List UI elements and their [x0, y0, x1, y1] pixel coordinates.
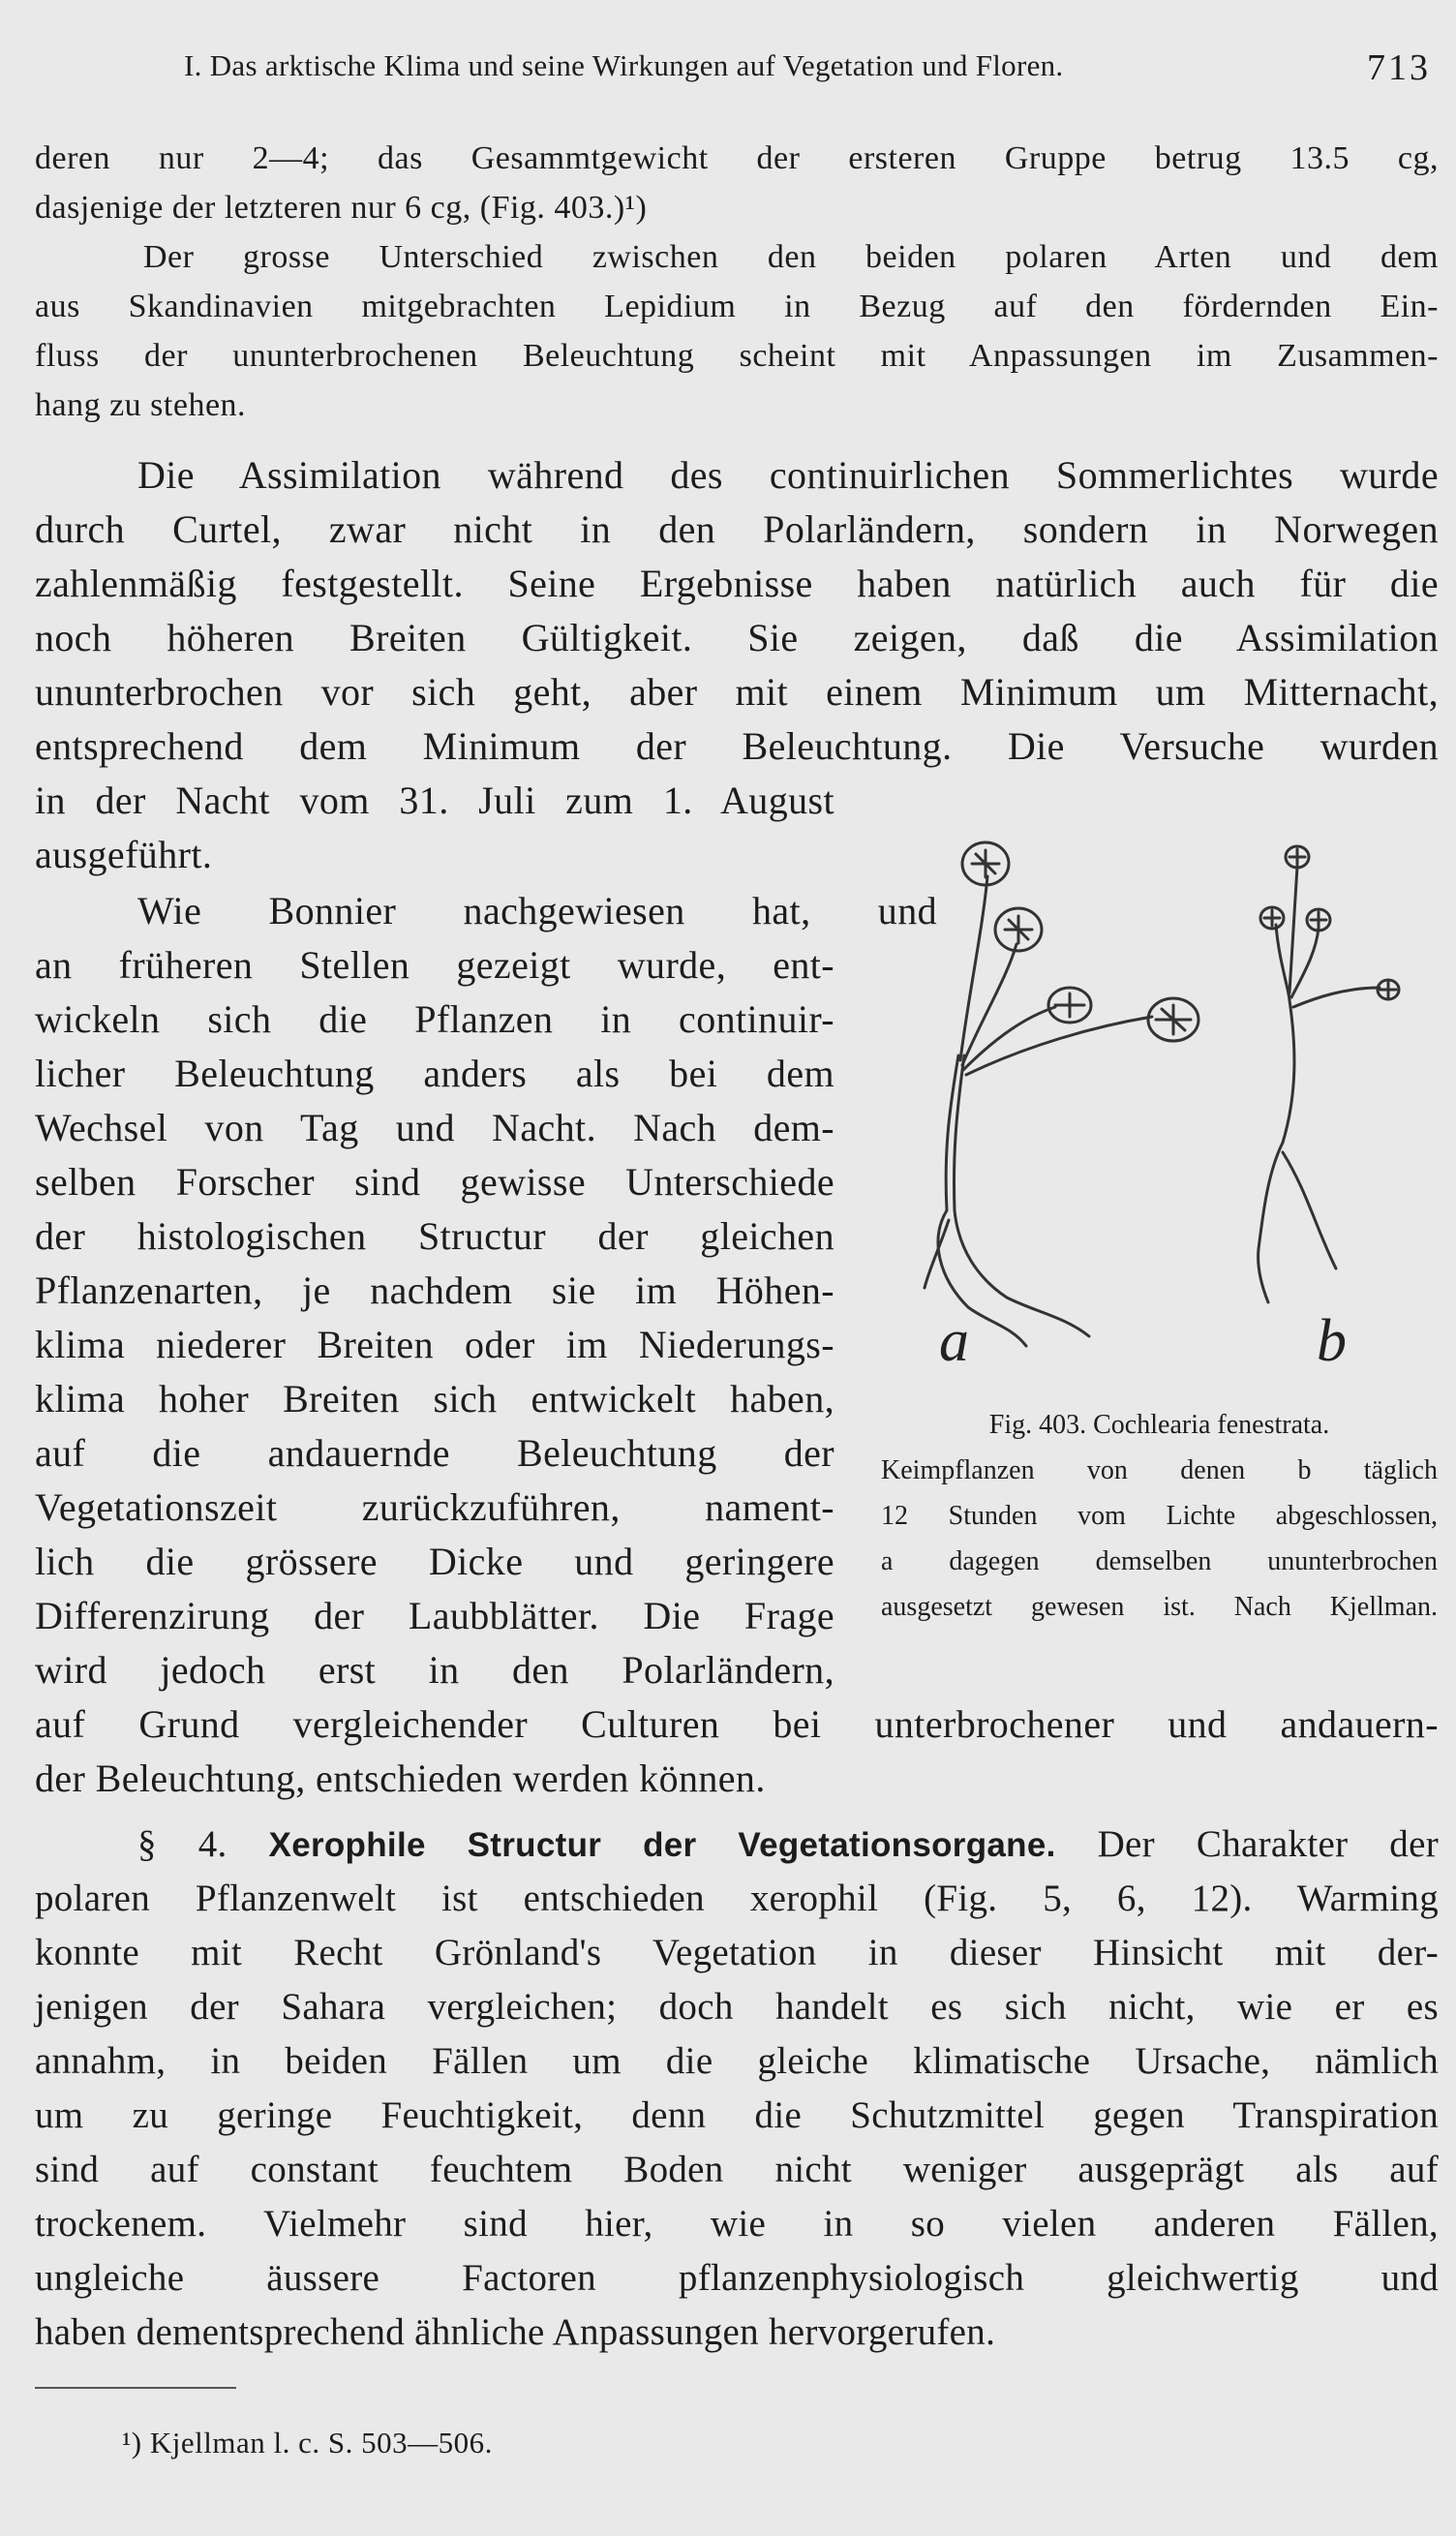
- text-line: Wechsel von Tag und Nacht. Nach dem-: [35, 1106, 834, 1149]
- plant-b-petiole: [1289, 867, 1297, 993]
- figure-403: [871, 823, 1452, 1385]
- plant-b-root: [1283, 1152, 1336, 1268]
- text-line: haben dementsprechend ähnliche Anpassungen hervorgerufen.: [35, 2311, 996, 2353]
- section-4-xerophile: [35, 1818, 1439, 2360]
- running-header: [0, 39, 1456, 97]
- text-line: Pflanzenarten, je nachdem sie im Höhen-: [35, 1268, 834, 1312]
- plant-b-petiole: [1276, 925, 1289, 997]
- text-line: Differenzirung der Laubblätter. Die Frage: [35, 1594, 834, 1637]
- text-line: durch Curtel, zwar nicht in den Polarländern, sondern in Norwegen: [35, 507, 1439, 551]
- caption-line: ausgesetzt gewesen ist. Nach Kjellman.: [881, 1592, 1438, 1622]
- seedling-illustration: [871, 823, 1452, 1385]
- text-line: auf Grund vergleichender Culturen bei unterbrochener und andauern-: [35, 1702, 1439, 1746]
- text-line: selben Forscher sind gewisse Unterschiede: [35, 1160, 834, 1204]
- caption-line: a dagegen demselben ununterbrochen: [881, 1546, 1438, 1576]
- section-heading: Xerophile Structur der Vegetationsorgane.: [268, 1826, 1056, 1864]
- text-line: ausgeführt.: [35, 833, 213, 876]
- text-line: aus Skandinavien mitgebrachten Lepidium in Bezug auf den fördernden Ein-: [35, 289, 1439, 324]
- text-line: licher Beleuchtung anders als bei dem: [35, 1052, 834, 1095]
- plant-b-petiole: [1291, 928, 1319, 997]
- text-line: auf die andauernde Beleuchtung der: [35, 1431, 834, 1475]
- section-number: § 4.: [137, 1823, 228, 1865]
- figure-caption: [881, 1402, 1438, 1630]
- plant-a-petiole: [960, 876, 987, 1060]
- paragraph-assimilation: [35, 448, 1439, 882]
- plant-b-root: [1259, 1143, 1283, 1302]
- text-line: wickeln sich die Pflanzen in continuir-: [35, 997, 834, 1041]
- text-line: ungleiche äussere Factoren pflanzenphysiologisch gleichwertig und: [35, 2257, 1439, 2299]
- text-line: noch höheren Breiten Gültigkeit. Sie zeigen, daß die Assimilation: [35, 616, 1439, 659]
- paragraph-germination-weights: [35, 134, 1439, 430]
- text-line: entsprechend dem Minimum der Beleuchtung. Die Versuche wurden: [35, 724, 1439, 768]
- plant-a-root: [955, 1210, 1089, 1336]
- plant-a-petiole: [966, 1017, 1152, 1075]
- text-line: der histologischen Structur der gleichen: [35, 1214, 834, 1258]
- text-line: der Beleuchtung, entschieden werden können.: [35, 1757, 766, 1800]
- text-line: zahlenmäßig festgestellt. Seine Ergebnisse haben natürlich auch für die: [35, 562, 1439, 605]
- text-line: Wie Bonnier nachgewiesen hat, und: [137, 889, 937, 932]
- text-line: fluss der ununterbrochenen Beleuchtung scheint mit Anpassungen im Zusammen-: [35, 338, 1439, 374]
- text-line: klima niederer Breiten oder im Niederungs-: [35, 1323, 834, 1366]
- text-line: wird jedoch erst in den Polarländern,: [35, 1648, 834, 1692]
- text-line: um zu geringe Feuchtigkeit, denn die Schutzmittel gegen Transpiration: [35, 2094, 1439, 2136]
- text-line: hang zu stehen.: [35, 387, 247, 423]
- text-line: Die Assimilation während des continuirlichen Sommerlichtes wurde: [137, 453, 1439, 497]
- text-line: klima hoher Breiten sich entwickelt haben,: [35, 1377, 834, 1421]
- figure-label-a: a: [939, 1308, 969, 1374]
- text-line: in der Nacht vom 31. Juli zum 1. August: [35, 779, 834, 822]
- text-line: konnte mit Recht Grönland's Vegetation in dieser Hinsicht mit der-: [35, 1932, 1439, 1973]
- text-line: Der grosse Unterschied zwischen den beiden polaren Arten und dem: [143, 239, 1439, 275]
- footnote: ¹) Kjellman l. c. S. 503—506.: [122, 2426, 493, 2460]
- section-heading-line: [35, 1818, 1439, 1872]
- text-line: Vegetationszeit zurückzuführen, nament-: [35, 1485, 834, 1529]
- text-fragment: Der Charakter der: [1097, 1823, 1439, 1865]
- plant-b-stem: [1283, 988, 1294, 1143]
- figure-label-b: b: [1317, 1308, 1347, 1374]
- running-title: I. Das arktische Klima und seine Wirkungen auf Vegetation und Floren.: [184, 48, 1064, 82]
- text-line: jenigen der Sahara vergleichen; doch handelt es sich nicht, wie er es: [35, 1986, 1439, 2028]
- text-line: deren nur 2—4; das Gesammtgewicht der ersteren Gruppe betrug 13.5 cg,: [35, 140, 1439, 176]
- text-line: an früheren Stellen gezeigt wurde, ent-: [35, 943, 834, 987]
- caption-line: Fig. 403. Cochlearia fenestrata.: [988, 1410, 1330, 1440]
- plant-b-petiole: [1293, 988, 1380, 1007]
- caption-line: Keimpflanzen von denen b täglich: [881, 1455, 1438, 1485]
- text-line: annahm, in beiden Fällen um die gleiche klimatische Ursache, nämlich: [35, 2040, 1439, 2082]
- text-line: polaren Pflanzenwelt ist entschieden xerophil (Fig. 5, 6, 12). Warming: [35, 1878, 1439, 1919]
- footnote-divider: [35, 2387, 236, 2389]
- text-line: lich die grössere Dicke und geringere: [35, 1540, 834, 1583]
- text-line: ununterbrochen vor sich geht, aber mit einem Minimum um Mitternacht,: [35, 670, 1439, 714]
- text-line: dasjenige der letzteren nur 6 cg, (Fig. 403.)¹): [35, 190, 648, 226]
- caption-line: 12 Stunden vom Lichte abgeschlossen,: [881, 1501, 1438, 1531]
- plant-a-petiole: [963, 1007, 1055, 1070]
- page-number: 713: [1367, 47, 1431, 88]
- text-line: trockenem. Vielmehr sind hier, wie in so vielen anderen Fällen,: [35, 2203, 1439, 2245]
- text-line: sind auf constant feuchtem Boden nicht weniger ausgeprägt als auf: [35, 2149, 1439, 2190]
